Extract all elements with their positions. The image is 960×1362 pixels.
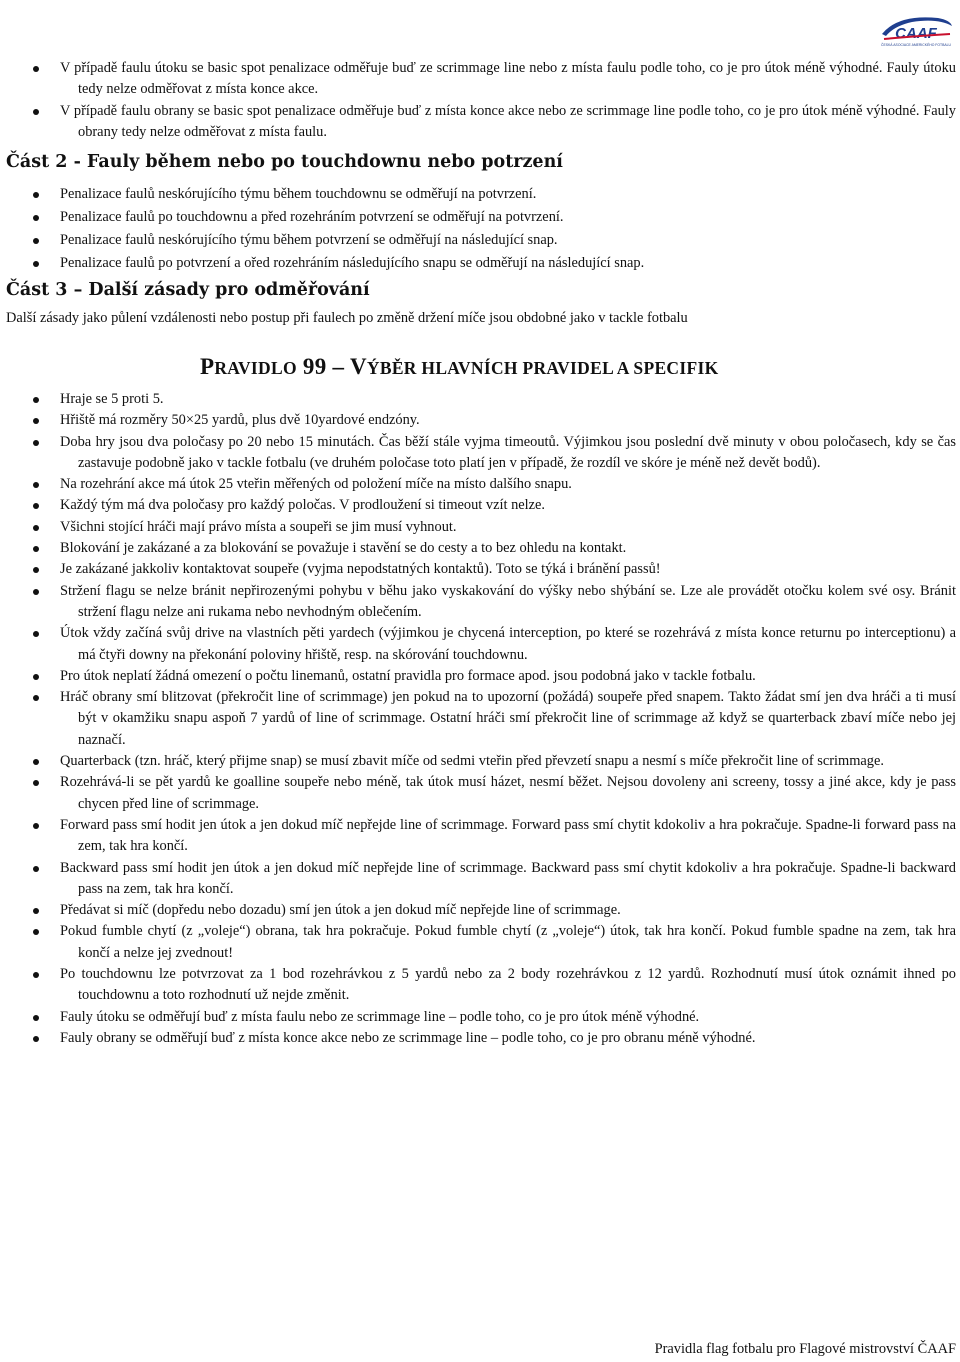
page-footer: Pravidla flag fotbalu pro Flagové mistrovství ČAAF [654,1341,956,1357]
list-item: V případě faulu obrany se basic spot penalizace odměřuje buď z místa konce akce nebo ze scrimmage line podle toho, co je pro útok méně výhodné. Fauly obrany tedy nelze odměřovat z místa faulu. [0,101,960,144]
list-item: Je zakázané jakkoliv kontaktovat soupeře (vyjma nepodstatných kontaktů). Toto se týká i bránění passů! [0,559,960,580]
list-item: Rozehrává-li se pět yardů ke goalline soupeře nebo méně, tak útok musí házet, nesmí běžet. Nejsou dovoleny ani screeny, tossy a jiné akce, kdy je pass chycen před line of scrimmage. [0,772,960,815]
rule-99-title: PRAVIDLO 99 – VÝBĚR HLAVNÍCH PRAVIDEL A SPECIFIK [200,354,719,379]
list-item: Penalizace faulů po touchdownu a před rozehráním potvrzení se odměřují na potvrzení. [0,206,960,229]
list-item: Backward pass smí hodit jen útok a jen dokud míč nepřejde line of scrimmage. Backward pass smí chytit kdokoliv a hra pokračuje. Spadne-li backward pass na zem, tak hra končí. [0,858,960,901]
list-item: V případě faulu útoku se basic spot penalizace odměřuje buď ze scrimmage line nebo z místa faulu podle toho, co je pro útok méně výhodné. Fauly útoku tedy nelze odměřovat z místa konce akce. [0,58,960,101]
bullet-icon [33,567,39,573]
list-item: Hřiště má rozměry 50×25 yardů, plus dvě 10yardové endzóny. [0,410,960,431]
list-item: Po touchdownu lze potvrzovat za 1 bod rozehrávkou z 5 yardů nebo za 2 body rozehrávkou z 12 yardů. Rozhodnutí musí útok oznámit ihned po touchdownu a toto rozhodnutí už nejde změnit. [0,964,960,1007]
list-item: Penalizace faulů neskórujícího týmu během potvrzení se odměřují na následující snap. [0,229,960,252]
rule-bullet-list [0,389,960,1049]
bullet-icon [33,1015,39,1021]
list-item: Předávat si míč (dopředu nebo dozadu) smí jen útok a jen dokud míč nepřejde line of scrimmage. [0,900,960,921]
bullet-icon [33,589,39,595]
bullet-icon [33,397,39,403]
intro-bullet-list [0,58,960,143]
bullet-icon [33,972,39,978]
part3-paragraph: Další zásady jako půlení vzdálenosti nebo postup při faulech po změně držení míče jsou obdobné jako v tackle fotbalu [6,310,688,326]
bullet-icon [33,440,39,446]
bullet-icon [33,780,39,786]
list-item: Penalizace faulů po potvrzení a ořed rozehráním následujícího snapu se odměřují na následující snap. [0,252,960,275]
list-item: Doba hry jsou dva poločasy po 20 nebo 15 minutách. Čas běží stále vyjma timeoutů. Výjimkou jsou poslední dvě minuty v obou poločasech, kdy se čas zastavuje podobně jako v tackle fotbalu (ve druhém poločase toto platí jen v případě, že rozdíl ve skóre je méně než devět bodů). [0,432,960,475]
list-item: Forward pass smí hodit jen útok a jen dokud míč nepřejde line of scrimmage. Forward pass smí chytit kdokoliv a hra pokračuje. Spadne-li forward pass na zem, tak hra končí. [0,815,960,858]
bullet-icon [33,546,39,552]
list-item: Každý tým má dva poločasy pro každý poločas. V prodloužení si timeout vzít nelze. [0,495,960,516]
list-item: Pro útok neplatí žádná omezení o počtu linemanů, ostatní pravidla pro formace apod. jsou podobná jako v tackle fotbalu. [0,666,960,687]
part2-heading: Část 2 - Fauly během nebo po touchdownu nebo potrzení [6,152,563,172]
part3-heading: Část 3 – Další zásady pro odměřování [6,280,370,300]
logo-subtext: ČESKÁ ASOCIACE AMERICKÉHO FOTBALU [881,43,951,47]
bullet-icon [33,109,39,115]
bullet-icon [33,503,39,509]
bullet-icon [33,525,39,531]
list-item: Blokování je zakázané a za blokování se považuje i stavění se do cesty a to bez ohledu na kontakt. [0,538,960,559]
bullet-icon [33,238,39,244]
list-item: Penalizace faulů neskórujícího týmu během touchdownu se odměřují na potvrzení. [0,183,960,206]
bullet-icon [33,1036,39,1042]
bullet-icon [33,261,39,267]
list-item: Útok vždy začíná svůj drive na vlastních pěti yardech (výjimkou je chycená interception, po které se rozehrává z místa konce returnu po interceptionu) a má čtyři downy na překonání poloviny hřiště, resp. na skórování touchdownu. [0,623,960,666]
list-item: Pokud fumble chytí (z „voleje“) obrana, tak hra pokračuje. Pokud fumble chytí (z „voleje“) útok, tak hra končí. Pokud fumble spadne na zem, tak hra končí a nelze jej zvednout! [0,921,960,964]
list-item: Quarterback (tzn. hráč, který přijme snap) se musí zbavit míče od sedmi vteřin před převzetí snapu a nesmí s míče překročit line of scrimmage. [0,751,960,772]
list-item: Na rozehrání akce má útok 25 vteřin měřených od položení míče na místo dalšího snapu. [0,474,960,495]
list-item: Stržení flagu se nelze bránit nepřirozenými pohybu v běhu jako vyskakování do výšky nebo shýbání se. Lze ale provádět otočku kolem své osy. Bránit stržení flagu nelze ani rukama nebo nevhodným oblečením. [0,581,960,624]
bullet-icon [33,929,39,935]
list-item: Fauly obrany se odměřují buď z místa konce akce nebo ze scrimmage line – podle toho, co je pro obranu méně výhodné. [0,1028,960,1049]
bullet-icon [33,192,39,198]
caaf-logo [878,12,954,50]
bullet-icon [33,66,39,72]
list-item: Všichni stojící hráči mají právo místa a soupeři se jim musí vyhnout. [0,517,960,538]
list-item: Hraje se 5 proti 5. [0,389,960,410]
bullet-icon [33,823,39,829]
bullet-icon [33,674,39,680]
bullet-icon [33,418,39,424]
bullet-icon [33,215,39,221]
bullet-icon [33,759,39,765]
list-item: Hráč obrany smí blitzovat (překročit line of scrimmage) jen pokud na to upozorní (požádá) soupeře před snapem. Takto žádat smí jen dva hráči a ti musí být v okamžiku snapu aspoň 7 yardů of line of scrimmage. Ostatní hráči smí překročit line of scrimmage až když se quarterback zbaví míče nebo jej naznačí. [0,687,960,751]
bullet-icon [33,908,39,914]
bullet-icon [33,482,39,488]
part2-bullet-list [0,183,960,275]
bullet-icon [33,631,39,637]
bullet-icon [33,695,39,701]
logo-text: CAAF [895,25,937,42]
bullet-icon [33,866,39,872]
list-item: Fauly útoku se odměřují buď z místa faulu nebo ze scrimmage line – podle toho, co je pro útok méně výhodné. [0,1007,960,1028]
